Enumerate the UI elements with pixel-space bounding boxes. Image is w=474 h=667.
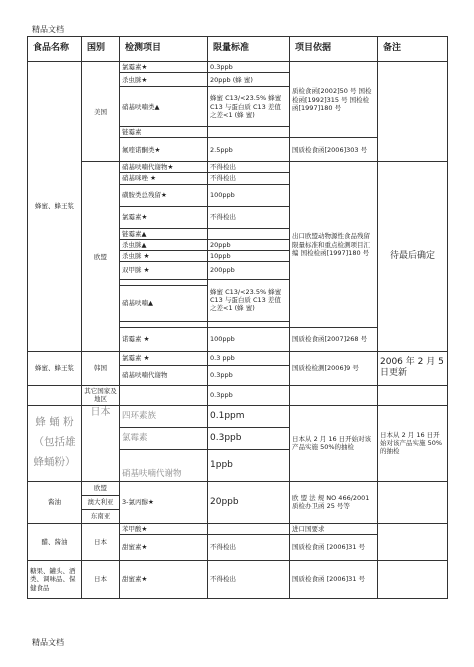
food-honey-2: 蜂蜜、蜂王浆 — [28, 351, 82, 385]
limit-cell: 不得检出 — [208, 173, 290, 184]
page-footer: 精品文档 — [32, 638, 64, 647]
limit-cell: 不得检出 — [208, 206, 290, 228]
page-header: 精品文档 — [32, 25, 64, 34]
food-candy: 糖果、罐头、酒类、调味品、保健食品 — [28, 561, 82, 599]
country-jp-b: 日本 — [82, 523, 120, 560]
limit-cell: 0.1ppm — [208, 405, 290, 427]
limit-cell — [208, 523, 290, 534]
limit-cell: 蜂蜜 C13/<23.5% 蜂蜜 C13 与蛋白质 C13 差值之差<1 (蜂 蜜) — [208, 87, 290, 127]
note-cell — [378, 481, 448, 523]
col-item: 检测项目 — [120, 37, 208, 62]
country-kr: 韩国 — [82, 351, 120, 385]
item-cell: 氯霉素★ — [120, 206, 208, 228]
limit-cell: 2.5ppb — [208, 138, 290, 162]
item-cell: 硝基呋喃代谢物★ — [120, 162, 208, 173]
item-cell: 双甲脒 ★ — [120, 261, 208, 279]
limit-cell: 10ppb — [208, 250, 290, 261]
food-vinegar: 醋、酱油 — [28, 523, 82, 560]
country-eu-b: 欧盟 — [82, 481, 120, 495]
item-cell: 甜蜜素★ — [120, 535, 208, 561]
basis-cell: 欧 盟 法 规 NO 466/2001 质检办卫函 25 号等 — [290, 481, 378, 523]
col-country: 国别 — [82, 37, 120, 62]
country-us: 美国 — [82, 62, 120, 162]
limit-cell: 20ppb — [208, 481, 290, 523]
limit-cell: 0.3ppb — [208, 385, 290, 405]
limit-cell: 1ppb — [208, 449, 290, 481]
item-cell: 氟喹诺酮类★ — [120, 138, 208, 162]
basis-cell: 日本从 2 月 16 日开始对该产品实施 50%的抽检 — [290, 405, 378, 481]
food-sauce: 酱油 — [28, 481, 82, 523]
item-cell: 四环素族 — [120, 405, 208, 427]
item-cell: 硝基呋喃▲ — [120, 285, 208, 321]
item-cell: 硝基呋喃代谢物 — [120, 449, 208, 481]
note-cell: 待最后确定 — [378, 162, 448, 352]
basis-cell: 质检食函[2002]50 号 国检检函[1992]315 号 国检检函[1997]180 号 — [290, 62, 378, 138]
limit-cell: 100ppb — [208, 327, 290, 351]
basis-cell: 国质检食函 [2006]31 号 — [290, 535, 378, 561]
limit-cell: 20ppb — [208, 239, 290, 250]
item-cell: 3-氯丙醇★ — [120, 481, 208, 523]
basis-cell: 进口国要求 — [290, 523, 378, 534]
limit-cell: 不得检出 — [208, 162, 290, 173]
country-jp: 日本 — [82, 405, 120, 481]
item-cell: 氯霉素★ — [120, 62, 208, 73]
limit-cell: 20ppb (蜂 蜜) — [208, 73, 290, 87]
item-cell: 氯霉素 — [120, 427, 208, 449]
item-cell: 杀虫脒★ — [120, 73, 208, 87]
basis-cell: 国质检食函 [2006]31 号 — [290, 561, 378, 599]
header-row — [28, 37, 448, 62]
food-honey: 蜂蜜、蜂王浆 — [28, 62, 82, 352]
item-cell: 链霉素 — [120, 127, 208, 138]
limit-cell: 100ppb — [208, 184, 290, 206]
standards-table — [27, 36, 448, 599]
basis-cell: 出口欧盟动物源性食品残留限量标准和重点检测项目汇编 国检检函[1997]180 号 — [290, 162, 378, 328]
limit-cell: 0.3ppb — [208, 365, 290, 385]
item-cell: 诺霉素 ★ — [120, 327, 208, 351]
limit-cell: 不得检出 — [208, 535, 290, 561]
note-cell: 日本从 2 月 16 日开始对该产品实施 50%的抽检 — [378, 405, 448, 481]
limit-cell: 0.3ppb — [208, 427, 290, 449]
basis-cell: 国质检食函[2007]268 号 — [290, 327, 378, 351]
item-cell: 氯霉素 ★ — [120, 351, 208, 365]
item-cell: 磺胺类总残留★ — [120, 184, 208, 206]
country-other: 其它国家及地区 — [82, 385, 120, 405]
note-cell — [378, 385, 448, 405]
note-cell — [378, 561, 448, 599]
country-eu: 欧盟 — [82, 162, 120, 352]
col-basis: 项目依据 — [290, 37, 378, 62]
country-au: 澳大利亚 — [82, 495, 120, 509]
note-cell — [378, 62, 448, 162]
basis-cell: 国质检检测[2006]9 号 — [290, 351, 378, 385]
note-cell: 2006 年 2 月 5 日更新 — [378, 351, 448, 385]
item-cell: 苯甲酸★ — [120, 523, 208, 534]
limit-cell — [208, 127, 290, 138]
col-limit: 限量标准 — [208, 37, 290, 62]
food-cell — [28, 385, 82, 405]
limit-cell: 0.3 ppb — [208, 351, 290, 365]
item-cell: 硝基呋喃代谢物 — [120, 365, 208, 385]
item-cell: 硝基咪唑 ★ — [120, 173, 208, 184]
limit-cell: 200ppb — [208, 261, 290, 279]
country-sea: 东南亚 — [82, 509, 120, 523]
item-cell: 杀虫脒 ★ — [120, 250, 208, 261]
basis-cell: 国质检食函[2006]303 号 — [290, 138, 378, 162]
limit-cell: 0.3ppb — [208, 62, 290, 73]
item-cell: 硝基呋喃类▲ — [120, 87, 208, 127]
basis-cell — [290, 385, 378, 405]
limit-cell — [208, 228, 290, 239]
item-cell: 链霉素▲ — [120, 228, 208, 239]
col-note: 备注 — [378, 37, 448, 62]
item-cell: 杀虫脒▲ — [120, 239, 208, 250]
item-cell: 甜蜜素★ — [120, 561, 208, 599]
food-pollen: 蜂 蛹 粉 （包括雄 蜂蛹粉） — [28, 405, 82, 481]
col-food: 食品名称 — [28, 37, 82, 62]
country-jp-c: 日本 — [82, 561, 120, 599]
note-cell — [378, 523, 448, 560]
limit-cell: 蜂蜜 C13/<23.5% 蜂蜜 C13 与蛋白质 C13 差值之差<1 (蜂 蜜) — [208, 279, 290, 321]
item-cell — [120, 385, 208, 405]
limit-cell: 不得检出 — [208, 561, 290, 599]
